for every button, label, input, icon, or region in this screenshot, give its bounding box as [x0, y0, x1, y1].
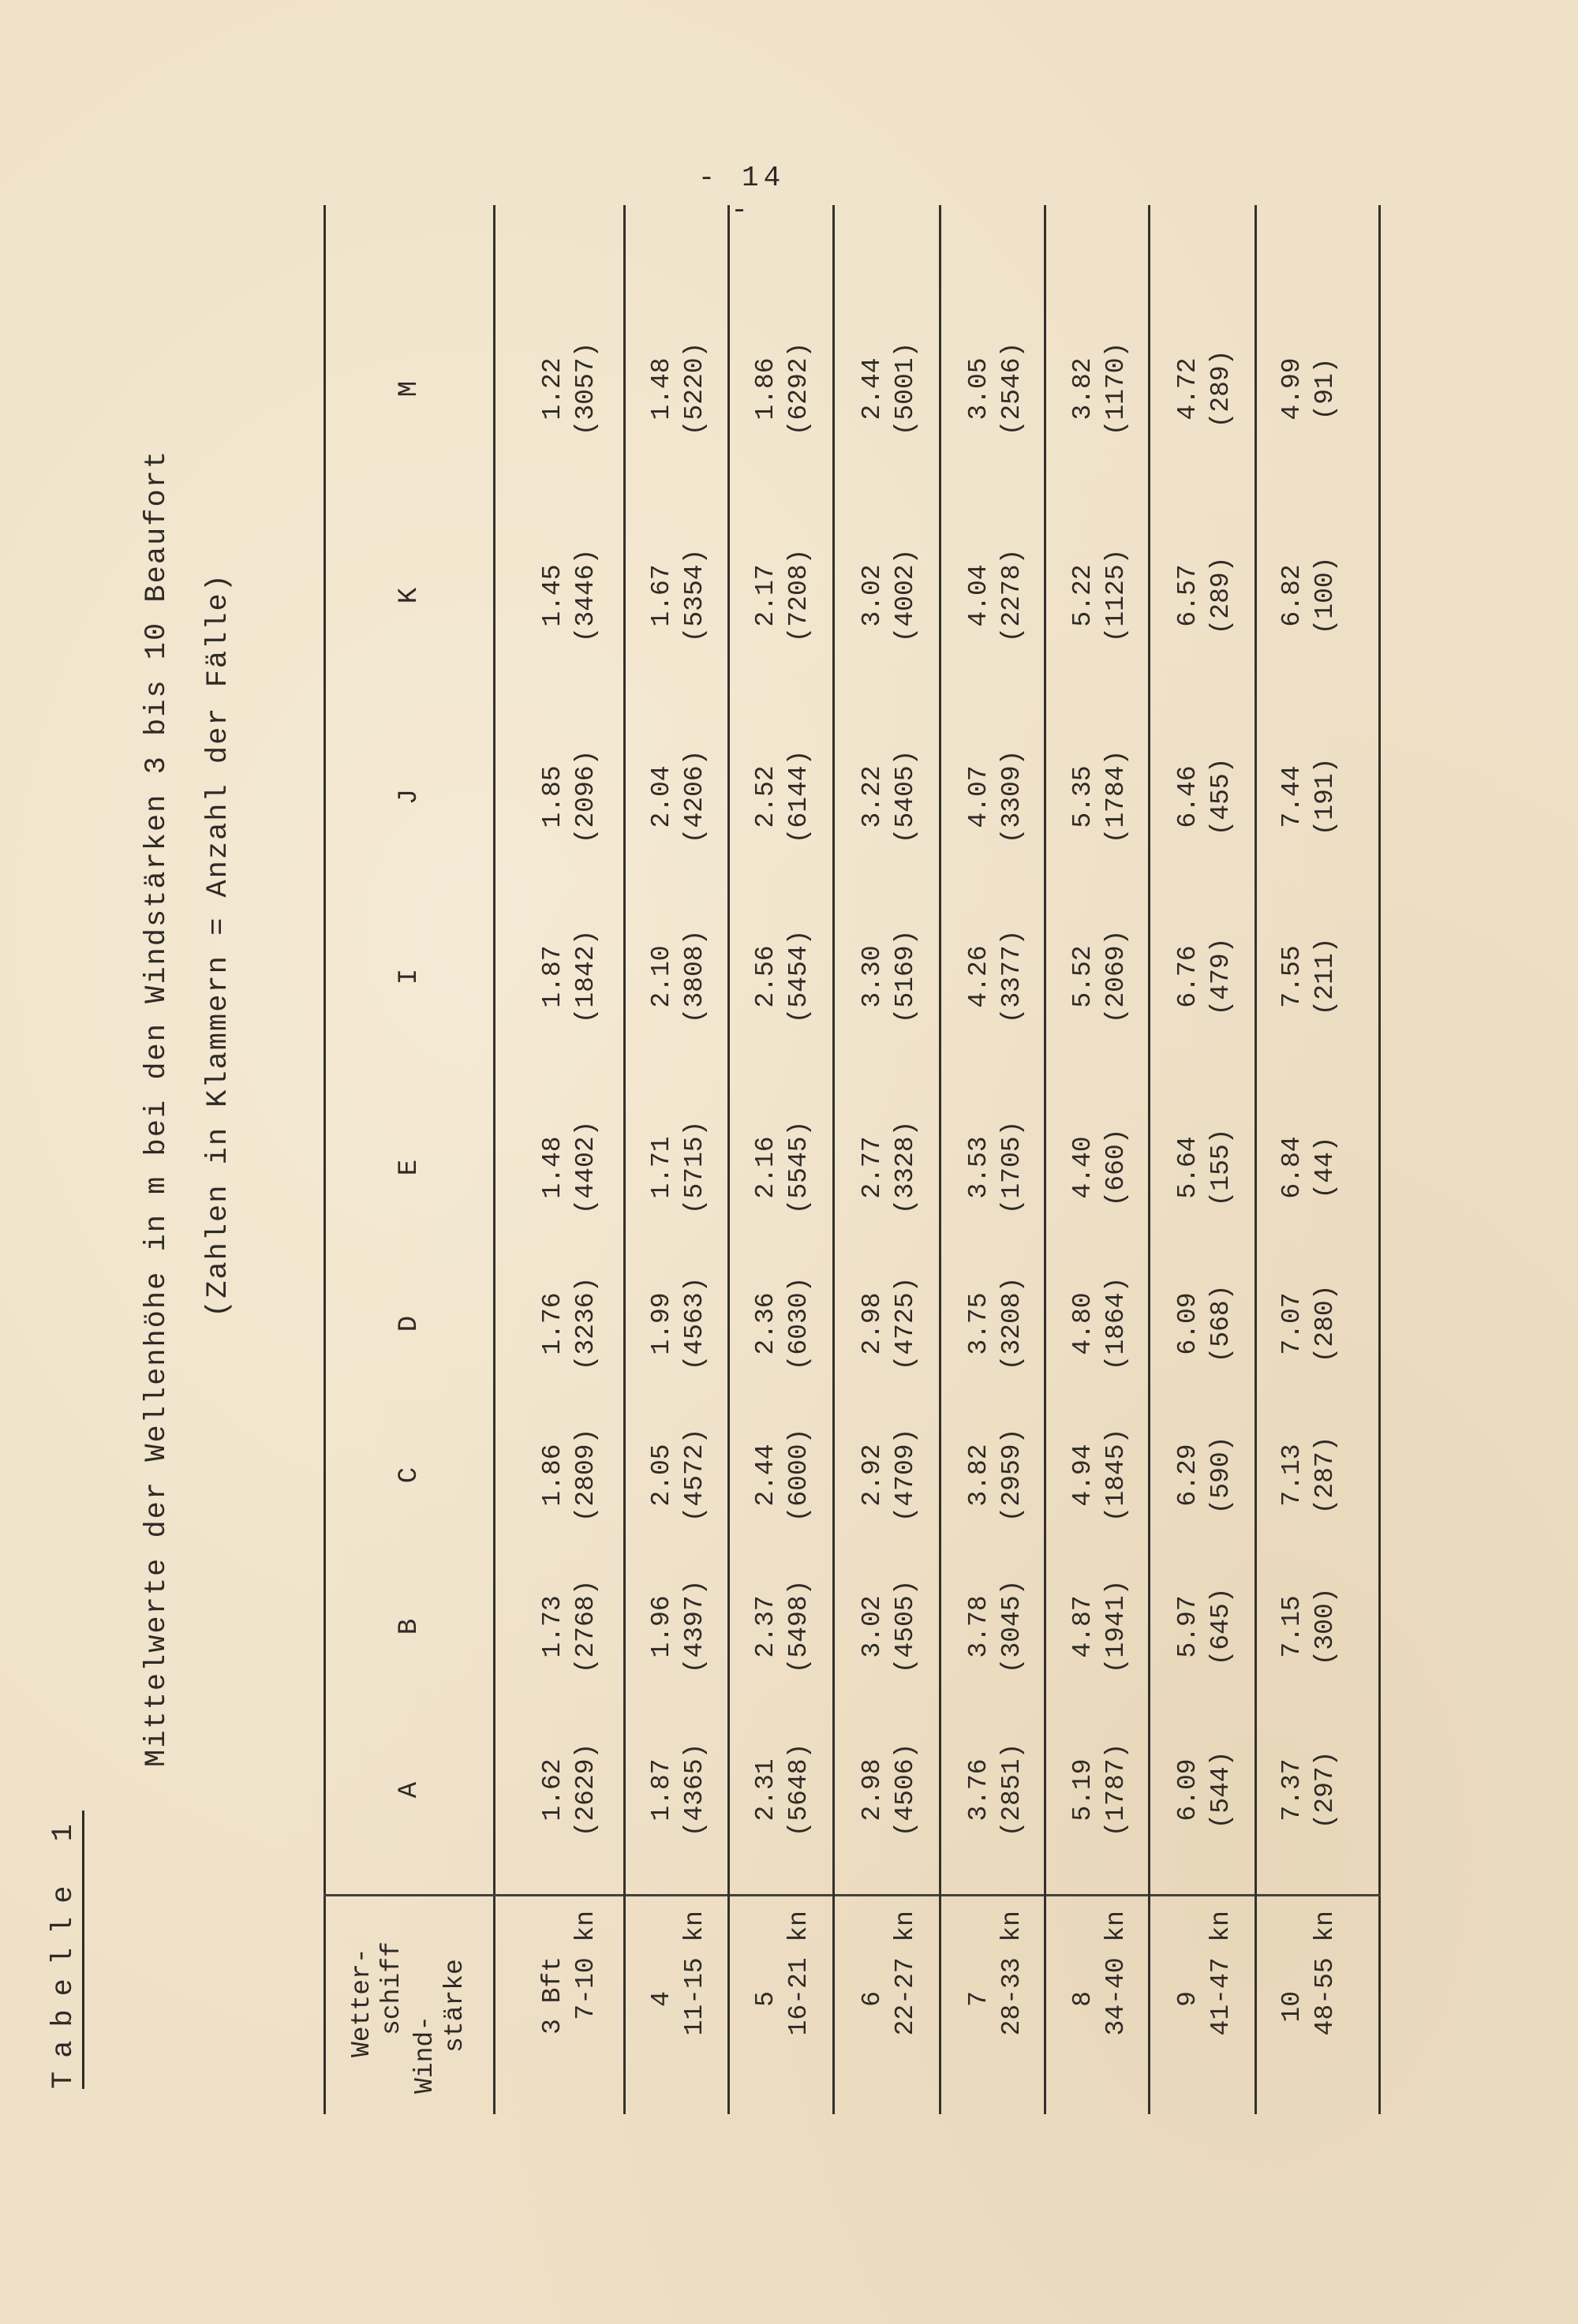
cell-case-count: (3309) — [997, 749, 1026, 844]
row-label — [1067, 1911, 1133, 2114]
cell-mean-value: 4.87 — [1068, 1595, 1097, 1658]
header-bottom-rule — [493, 205, 495, 2114]
row-label — [645, 1911, 712, 2114]
cell-case-count: (5715) — [680, 1120, 709, 1215]
cell-case-count: (4725) — [891, 1276, 920, 1371]
cell-mean-value: 2.31 — [751, 1758, 780, 1821]
cell-mean-value: 2.98 — [858, 1758, 887, 1821]
row-label — [1276, 1911, 1342, 2114]
cell-case-count: (5454) — [784, 929, 813, 1024]
cell-mean-value: 6.29 — [1173, 1444, 1202, 1507]
table-cell — [537, 1723, 603, 1857]
cell-case-count: (4506) — [891, 1743, 920, 1837]
cell-case-count: (5545) — [784, 1120, 813, 1215]
cell-case-count: (2809) — [571, 1428, 600, 1523]
table-top-rule — [323, 205, 326, 2114]
table-cell — [856, 1408, 922, 1542]
table-cell — [1172, 1408, 1238, 1542]
cell-mean-value: 2.04 — [647, 765, 676, 828]
table-cell — [963, 1408, 1029, 1542]
row-separator — [727, 205, 730, 2114]
row-separator — [939, 205, 941, 2114]
table-cell — [750, 1100, 816, 1235]
cell-case-count: (5498) — [784, 1579, 813, 1674]
table-subtitle: (Zahlen in Klammern = Anzahl der Fälle) — [202, 573, 235, 1317]
cell-mean-value: 2.98 — [858, 1292, 887, 1355]
cell-mean-value: 2.17 — [751, 564, 780, 627]
cell-mean-value: 2.52 — [751, 765, 780, 828]
row-separator — [623, 205, 626, 2114]
cell-case-count: (211) — [1311, 937, 1340, 1016]
cell-mean-value: 1.86 — [538, 1444, 567, 1507]
cell-mean-value: 4.26 — [964, 945, 993, 1008]
table-cell — [750, 910, 816, 1044]
cell-mean-value: 1.62 — [538, 1758, 567, 1821]
table-cell — [856, 730, 922, 864]
table-cell — [645, 322, 712, 456]
cell-mean-value: 7.37 — [1277, 1758, 1307, 1821]
table-cell — [537, 910, 603, 1044]
table-cell — [1172, 1257, 1238, 1391]
table-cell — [645, 910, 712, 1044]
cell-case-count: (6144) — [784, 749, 813, 844]
cell-case-count: (5169) — [891, 929, 920, 1024]
cell-mean-value: 1.86 — [751, 357, 780, 420]
cell-mean-value: 2.92 — [858, 1444, 887, 1507]
row-label — [1172, 1911, 1238, 2114]
column-header-i: I — [394, 968, 424, 985]
cell-case-count: (6000) — [784, 1428, 813, 1523]
table-cell — [963, 730, 1029, 864]
row-label-bft: 5 — [751, 1991, 780, 2007]
cell-case-count: (289) — [1206, 349, 1236, 428]
cell-mean-value: 6.09 — [1173, 1292, 1202, 1355]
cell-mean-value: 3.02 — [858, 564, 887, 627]
cell-case-count: (2069) — [1101, 929, 1131, 1024]
cell-mean-value: 7.44 — [1277, 765, 1307, 828]
cell-case-count: (590) — [1206, 1436, 1236, 1515]
table-cell — [645, 1723, 712, 1857]
cell-case-count: (645) — [1206, 1587, 1236, 1666]
cell-mean-value: 6.46 — [1173, 765, 1202, 828]
cell-case-count: (2278) — [997, 548, 1026, 643]
cell-case-count: (1784) — [1101, 749, 1131, 844]
cell-mean-value: 2.56 — [751, 945, 780, 1008]
row-label-kn: 41-47 kn — [1206, 1911, 1236, 2036]
table-cell — [1067, 730, 1133, 864]
row-label-bft: 3 Bft — [538, 1956, 567, 2035]
table-cell — [1067, 529, 1133, 663]
cell-case-count: (1787) — [1101, 1743, 1131, 1837]
cell-mean-value: 4.80 — [1068, 1292, 1097, 1355]
cell-mean-value: 1.48 — [538, 1136, 567, 1199]
cell-case-count: (1170) — [1101, 342, 1131, 436]
cell-mean-value: 2.10 — [647, 945, 676, 1008]
table-cell — [645, 1257, 712, 1391]
cell-mean-value: 1.48 — [647, 357, 676, 420]
row-label-kn: 28-33 kn — [997, 1911, 1026, 2036]
cell-case-count: (4563) — [680, 1276, 709, 1371]
row-label-kn: 48-55 kn — [1311, 1911, 1340, 2036]
cell-case-count: (1864) — [1101, 1276, 1131, 1371]
cell-mean-value: 2.77 — [858, 1136, 887, 1199]
cell-case-count: (44) — [1311, 1136, 1340, 1199]
cell-mean-value: 3.82 — [1068, 357, 1097, 420]
table-cell — [645, 1408, 712, 1542]
table-cell — [1276, 529, 1342, 663]
table-cell — [1276, 1408, 1342, 1542]
table-cell — [856, 1100, 922, 1235]
header-windstaerke-line2: stärke — [440, 1959, 469, 2053]
header-windstaerke — [410, 1959, 470, 2094]
cell-mean-value: 4.07 — [964, 765, 993, 828]
table-title: Mittelwerte der Wellenhöhe in m bei den Windstärken 3 bis 10 Beaufort — [140, 449, 174, 1767]
cell-case-count: (4397) — [680, 1579, 709, 1674]
table-cell — [856, 1257, 922, 1391]
cell-mean-value: 3.82 — [964, 1444, 993, 1507]
column-header-b: B — [394, 1618, 424, 1635]
cell-mean-value: 3.53 — [964, 1136, 993, 1199]
row-label — [750, 1911, 816, 2114]
cell-case-count: (191) — [1311, 757, 1340, 836]
row-separator — [1044, 205, 1046, 2114]
table-cell — [1067, 1560, 1133, 1694]
row-label-bft: 8 — [1068, 1991, 1097, 2007]
cell-case-count: (4572) — [680, 1428, 709, 1523]
cell-case-count: (2629) — [571, 1743, 600, 1837]
cell-mean-value: 5.19 — [1068, 1758, 1097, 1821]
table-cell — [1172, 322, 1238, 456]
cell-mean-value: 3.30 — [858, 945, 887, 1008]
column-header-k: K — [394, 587, 424, 604]
header-wetterschiff-line2: schiff — [377, 1941, 406, 2035]
column-header-j: J — [394, 788, 424, 805]
table-cell — [856, 322, 922, 456]
table-cell — [537, 1560, 603, 1694]
row-label-bft: 10 — [1277, 1991, 1307, 2023]
cell-case-count: (5648) — [784, 1743, 813, 1837]
table-cell — [1172, 1723, 1238, 1857]
table-cell — [1276, 910, 1342, 1044]
row-separator — [832, 205, 835, 2114]
cell-case-count: (7208) — [784, 548, 813, 643]
row-label-bft: 9 — [1173, 1991, 1202, 2007]
table-cell — [537, 1100, 603, 1235]
table-cell — [537, 529, 603, 663]
cell-case-count: (6292) — [784, 342, 813, 436]
cell-mean-value: 2.44 — [858, 357, 887, 420]
row-label-kn: 16-21 kn — [784, 1911, 813, 2036]
cell-mean-value: 5.35 — [1068, 765, 1097, 828]
row-label-bft: 4 — [647, 1991, 676, 2007]
cell-case-count: (455) — [1206, 757, 1236, 836]
table-cell — [750, 730, 816, 864]
cell-case-count: (3045) — [997, 1579, 1026, 1674]
cell-case-count: (3808) — [680, 929, 709, 1024]
cell-mean-value: 1.71 — [647, 1136, 676, 1199]
row-label-bft: 6 — [858, 1991, 887, 2007]
table-cell — [537, 322, 603, 456]
cell-mean-value: 6.84 — [1277, 1136, 1307, 1199]
cell-mean-value: 4.40 — [1068, 1136, 1097, 1199]
cell-mean-value: 4.94 — [1068, 1444, 1097, 1507]
cell-case-count: (5001) — [891, 342, 920, 436]
cell-case-count: (479) — [1206, 937, 1236, 1016]
cell-case-count: (280) — [1311, 1284, 1340, 1363]
cell-case-count: (1941) — [1101, 1579, 1131, 1674]
cell-case-count: (100) — [1311, 556, 1340, 635]
table-cell — [963, 1100, 1029, 1235]
table-cell — [1276, 1100, 1342, 1235]
cell-case-count: (544) — [1206, 1750, 1236, 1829]
table-cell — [1276, 1560, 1342, 1694]
table-cell — [537, 1408, 603, 1542]
table-cell — [1276, 1257, 1342, 1391]
cell-mean-value: 2.05 — [647, 1444, 676, 1507]
table-cell — [1172, 1560, 1238, 1694]
cell-case-count: (3328) — [891, 1120, 920, 1215]
cell-case-count: (2959) — [997, 1428, 1026, 1523]
table-cell — [750, 1560, 816, 1694]
table-label: Tabelle 1 — [47, 1810, 80, 2089]
cell-case-count: (4505) — [891, 1579, 920, 1674]
column-header-a: A — [394, 1781, 424, 1799]
cell-mean-value: 2.44 — [751, 1444, 780, 1507]
cell-mean-value: 2.37 — [751, 1595, 780, 1658]
table-cell — [750, 1408, 816, 1542]
cell-mean-value: 6.76 — [1173, 945, 1202, 1008]
cell-case-count: (287) — [1311, 1436, 1340, 1515]
cell-mean-value: 1.96 — [647, 1595, 676, 1658]
table-cell — [1067, 1100, 1133, 1235]
cell-case-count: (300) — [1311, 1587, 1340, 1666]
row-label-bft: 7 — [964, 1991, 993, 2007]
cell-mean-value: 6.09 — [1173, 1758, 1202, 1821]
table-cell — [645, 730, 712, 864]
row-label-kn: 11-15 kn — [680, 1911, 709, 2036]
cell-case-count: (568) — [1206, 1284, 1236, 1363]
cell-case-count: (2768) — [571, 1579, 600, 1674]
cell-mean-value: 1.45 — [538, 564, 567, 627]
cell-mean-value: 3.75 — [964, 1292, 993, 1355]
cell-mean-value: 1.99 — [647, 1292, 676, 1355]
table-cell — [645, 1560, 712, 1694]
cell-case-count: (4002) — [891, 548, 920, 643]
cell-mean-value: 3.22 — [858, 765, 887, 828]
column-header-m: M — [394, 380, 424, 398]
cell-mean-value: 7.07 — [1277, 1292, 1307, 1355]
table-cell — [537, 730, 603, 864]
row-label — [856, 1911, 922, 2114]
cell-mean-value: 5.52 — [1068, 945, 1097, 1008]
table-bottom-rule — [1378, 205, 1381, 2114]
table-cell — [1067, 1408, 1133, 1542]
row-label — [963, 1911, 1029, 2114]
table-cell — [963, 1723, 1029, 1857]
table-cell — [963, 322, 1029, 456]
table-cell — [856, 1723, 922, 1857]
cell-mean-value: 3.78 — [964, 1595, 993, 1658]
cell-mean-value: 4.04 — [964, 564, 993, 627]
cell-case-count: (297) — [1311, 1750, 1340, 1829]
table-cell — [1276, 730, 1342, 864]
cell-mean-value: 7.55 — [1277, 945, 1307, 1008]
table-cell — [963, 910, 1029, 1044]
table-cell — [1067, 910, 1133, 1044]
table-cell — [856, 529, 922, 663]
table-cell — [1172, 1100, 1238, 1235]
rotated-table-page — [0, 63, 1420, 2114]
table-cell — [1172, 730, 1238, 864]
cell-case-count: (6030) — [784, 1276, 813, 1371]
cell-mean-value: 6.82 — [1277, 564, 1307, 627]
cell-case-count: (2851) — [997, 1743, 1026, 1837]
cell-case-count: (4709) — [891, 1428, 920, 1523]
stub-column-rule — [323, 1894, 1381, 1896]
cell-mean-value: 2.16 — [751, 1136, 780, 1199]
header-wetterschiff — [347, 1941, 407, 2057]
cell-case-count: (155) — [1206, 1128, 1236, 1207]
cell-case-count: (91) — [1311, 357, 1340, 420]
column-header-e: E — [394, 1159, 424, 1176]
column-header-d: D — [394, 1315, 424, 1332]
column-header-c: C — [394, 1467, 424, 1484]
header-windstaerke-line1: Wind- — [410, 2015, 439, 2094]
cell-mean-value: 3.05 — [964, 357, 993, 420]
table-cell — [1276, 1723, 1342, 1857]
cell-case-count: (4365) — [680, 1743, 709, 1837]
cell-mean-value: 6.57 — [1173, 564, 1202, 627]
cell-case-count: (660) — [1101, 1128, 1131, 1207]
table-cell — [750, 322, 816, 456]
table-cell — [1067, 1723, 1133, 1857]
cell-case-count: (5354) — [680, 548, 709, 643]
cell-mean-value: 2.36 — [751, 1292, 780, 1355]
cell-case-count: (3446) — [571, 548, 600, 643]
table-cell — [645, 529, 712, 663]
cell-case-count: (3057) — [571, 342, 600, 436]
cell-case-count: (2546) — [997, 342, 1026, 436]
cell-case-count: (1705) — [997, 1120, 1026, 1215]
cell-mean-value: 1.67 — [647, 564, 676, 627]
table-cell — [1276, 322, 1342, 456]
cell-case-count: (2096) — [571, 749, 600, 844]
row-separator — [1148, 205, 1150, 2114]
row-separator — [1255, 205, 1257, 2114]
cell-case-count: (5405) — [891, 749, 920, 844]
cell-case-count: (4206) — [680, 749, 709, 844]
cell-mean-value: 7.13 — [1277, 1444, 1307, 1507]
row-label-kn: 34-40 kn — [1101, 1911, 1131, 2036]
table-cell — [750, 529, 816, 663]
cell-mean-value: 3.76 — [964, 1758, 993, 1821]
cell-case-count: (4402) — [571, 1120, 600, 1215]
cell-case-count: (1845) — [1101, 1428, 1131, 1523]
table-cell — [1172, 529, 1238, 663]
table-cell — [856, 910, 922, 1044]
table-cell — [750, 1257, 816, 1391]
cell-mean-value: 5.64 — [1173, 1136, 1202, 1199]
cell-case-count: (5220) — [680, 342, 709, 436]
table-cell — [1172, 910, 1238, 1044]
table-cell — [963, 1560, 1029, 1694]
row-label-kn: 7-10 kn — [571, 1911, 600, 2020]
table-cell — [963, 1257, 1029, 1391]
table-cell — [537, 1257, 603, 1391]
cell-mean-value: 1.73 — [538, 1595, 567, 1658]
table-cell — [963, 529, 1029, 663]
cell-case-count: (289) — [1206, 556, 1236, 635]
page-number: - 14 - — [697, 162, 786, 226]
header-wetterschiff-line1: Wetter- — [347, 1948, 376, 2057]
table-cell — [1067, 322, 1133, 456]
cell-mean-value: 4.99 — [1277, 357, 1307, 420]
cell-mean-value: 1.22 — [538, 357, 567, 420]
cell-case-count: (1842) — [571, 929, 600, 1024]
cell-case-count: (1125) — [1101, 548, 1131, 643]
cell-mean-value: 1.85 — [538, 765, 567, 828]
cell-mean-value: 1.76 — [538, 1292, 567, 1355]
cell-mean-value: 3.02 — [858, 1595, 887, 1658]
row-label — [537, 1911, 603, 2114]
cell-mean-value: 5.22 — [1068, 564, 1097, 627]
table-cell — [1067, 1257, 1133, 1391]
table-cell — [645, 1100, 712, 1235]
cell-case-count: (3377) — [997, 929, 1026, 1024]
cell-case-count: (3208) — [997, 1276, 1026, 1371]
table-cell — [856, 1560, 922, 1694]
cell-case-count: (3236) — [571, 1276, 600, 1371]
cell-mean-value: 4.72 — [1173, 357, 1202, 420]
cell-mean-value: 5.97 — [1173, 1595, 1202, 1658]
cell-mean-value: 1.87 — [647, 1758, 676, 1821]
cell-mean-value: 1.87 — [538, 945, 567, 1008]
cell-mean-value: 7.15 — [1277, 1595, 1307, 1658]
row-label-kn: 22-27 kn — [891, 1911, 920, 2036]
table-cell — [750, 1723, 816, 1857]
